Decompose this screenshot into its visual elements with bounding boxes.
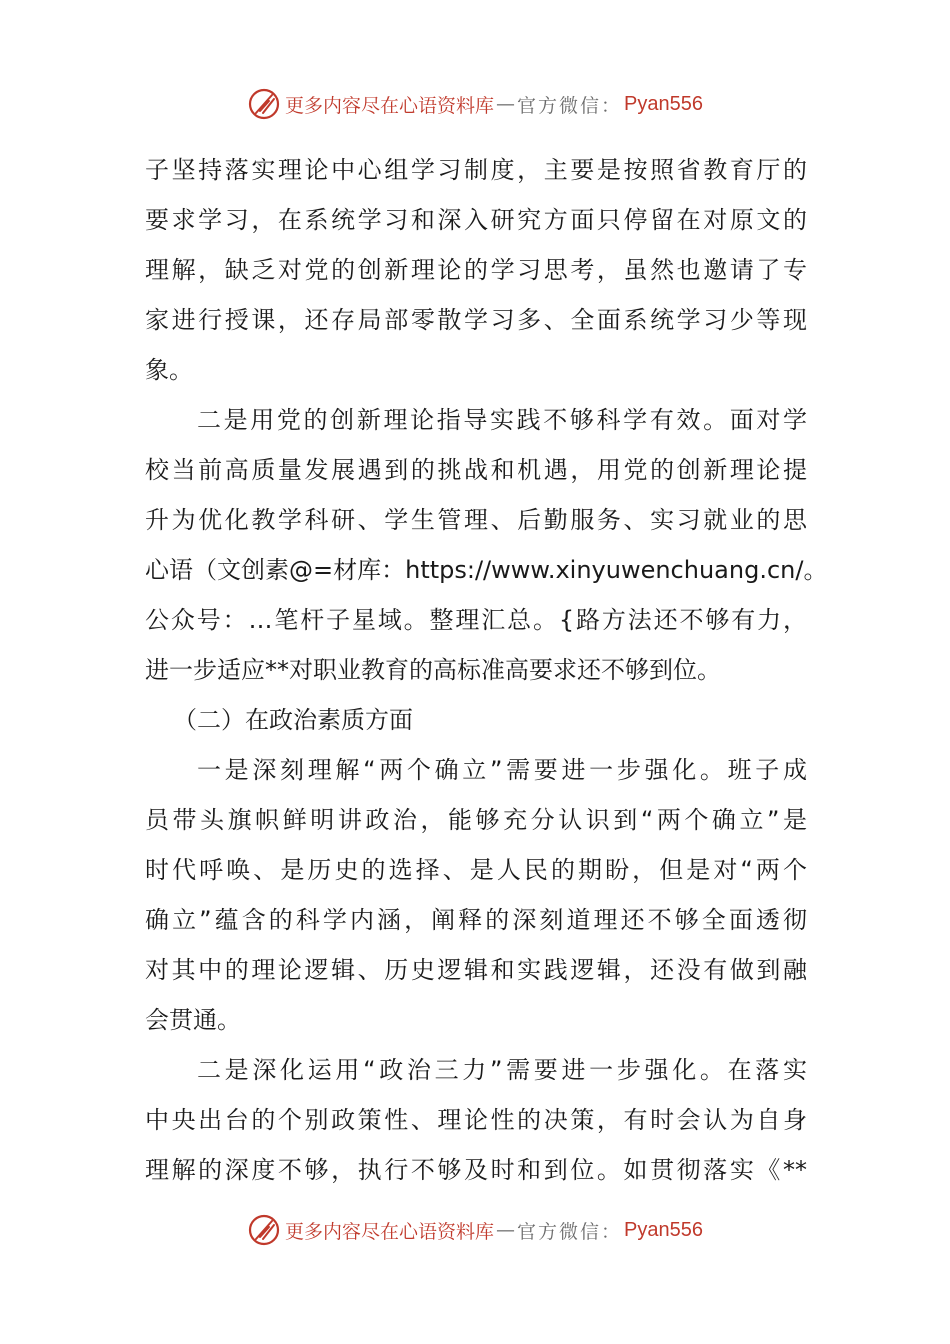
header-banner [0,84,950,124]
body-line: 二是深化运用“政治三力”需要进一步强化。在落实 [197,1056,807,1084]
header-wechat-id: Pyan556 [624,92,703,115]
footer-wechat-id: Pyan556 [624,1218,703,1241]
body-line: 心语（文创素@=材库：https://www.xinyuwenchuang.cn/。 [145,556,828,584]
quill-logo-icon [247,1213,281,1247]
body-line: 进一步适应**对职业教育的高标准高要求还不够到位。 [145,656,721,684]
body-line: 对其中的理论逻辑、历史逻辑和实践逻辑，还没有做到融 [145,956,807,984]
body-line: 时代呼唤、是历史的选择、是人民的期盼，但是对“两个 [145,856,807,884]
body-line: 二是用党的创新理论指导实践不够科学有效。面对学 [197,406,807,434]
body-line: 升为优化教学科研、学生管理、后勤服务、实习就业的思 [145,506,807,534]
body-line: 公众号：…笔杆子星域。整理汇总。{路方法还不够有力， [145,606,807,634]
document-body [145,145,828,1195]
footer-official-label: 官方微信： [517,1220,623,1243]
body-line: 一是深刻理解“两个确立”需要进一步强化。班子成 [197,756,807,784]
body-line: 确立”蕴含的科学内涵，阐释的深刻道理还不够全面透彻 [145,906,807,934]
footer-banner [0,1210,950,1250]
header-dash: — [496,93,516,115]
body-line: 员带头旗帜鲜明讲政治，能够充分认识到“两个确立”是 [145,806,807,834]
footer-brand-text: 更多内容尽在心语资料库 [285,1220,495,1243]
header-official-label: 官方微信： [517,94,623,117]
header-brand-text: 更多内容尽在心语资料库 [285,94,495,117]
body-line: 理解，缺乏对党的创新理论的学习思考，虽然也邀请了专 [145,256,807,284]
body-line: 要求学习，在系统学习和深入研究方面只停留在对原文的 [145,206,807,234]
body-line: 家进行授课，还存局部零散学习多、全面系统学习少等现 [145,306,807,334]
body-line: 子坚持落实理论中心组学习制度，主要是按照省教育厅的 [145,156,807,184]
quill-logo-icon [247,87,281,121]
section-heading: （二）在政治素质方面 [173,706,413,734]
body-line: 校当前高质量发展遇到的挑战和机遇，用党的创新理论提 [145,456,807,484]
body-line: 理解的深度不够，执行不够及时和到位。如贯彻落实《** [145,1156,807,1184]
body-line: 象。 [145,356,193,384]
footer-dash: — [496,1219,516,1241]
body-line: 会贯通。 [145,1006,241,1034]
body-line: 中央出台的个别政策性、理论性的决策，有时会认为自身 [145,1106,807,1134]
